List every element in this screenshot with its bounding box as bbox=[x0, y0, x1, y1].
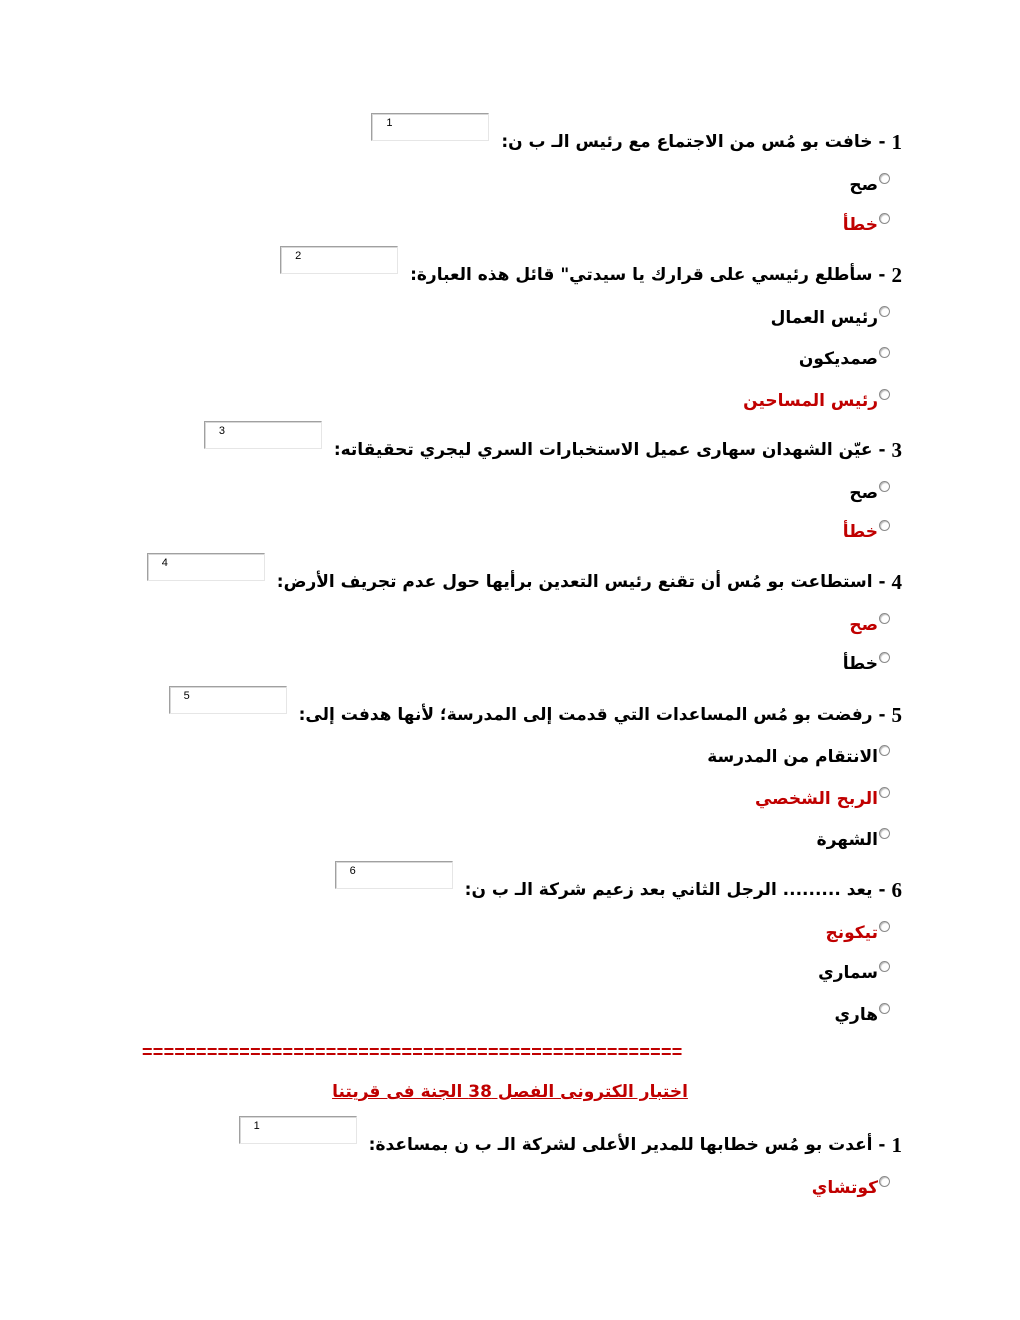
question-number: 5 bbox=[891, 702, 902, 727]
question-6 bbox=[335, 865, 902, 907]
question-5 bbox=[169, 690, 902, 732]
question-3 bbox=[204, 425, 902, 467]
radio-icon[interactable] bbox=[879, 828, 890, 839]
radio-icon[interactable] bbox=[879, 520, 890, 531]
radio-icon[interactable] bbox=[879, 306, 890, 317]
question-text: - أعدت بو مُس خطابها للمدير الأعلى لشركة الـ ب ن بمساعدة: bbox=[368, 1135, 886, 1155]
answer-input[interactable]: 2 bbox=[280, 246, 398, 274]
option-row[interactable] bbox=[849, 610, 890, 640]
option-row[interactable] bbox=[849, 170, 890, 200]
option-label: الانتقام من المدرسة bbox=[707, 747, 878, 767]
question-text: - يعد ......... الرجل الثاني بعد زعيم شركة الـ ب ن: bbox=[464, 880, 886, 900]
option-row[interactable] bbox=[817, 825, 890, 855]
question-text: - عيّن الشهدان سهارى عميل الاستخبارات السري ليجري تحقيقاته: bbox=[333, 440, 886, 460]
answer-input[interactable]: 3 bbox=[204, 421, 322, 449]
option-row[interactable] bbox=[799, 344, 890, 374]
radio-icon[interactable] bbox=[879, 961, 890, 972]
option-label: سماري bbox=[818, 963, 878, 983]
option-label: خطأ bbox=[842, 654, 878, 674]
question-text: - سأطلع رئيسي على قرارك يا سيدتي" قائل هذه العبارة: bbox=[410, 265, 886, 285]
option-label: خطأ bbox=[842, 215, 878, 235]
radio-icon[interactable] bbox=[879, 1176, 890, 1187]
option-row[interactable] bbox=[818, 958, 890, 988]
answer-input[interactable]: 1 bbox=[239, 1116, 357, 1144]
option-row[interactable] bbox=[825, 918, 890, 948]
answer-input[interactable]: 6 bbox=[335, 861, 453, 889]
separator-line: ================================================== bbox=[142, 1042, 683, 1062]
option-row[interactable] bbox=[707, 742, 890, 772]
option-row[interactable] bbox=[843, 517, 890, 547]
question-number: 1 bbox=[891, 1132, 902, 1157]
question-number: 4 bbox=[891, 569, 902, 594]
question-number: 1 bbox=[891, 129, 902, 154]
question-number: 2 bbox=[891, 262, 902, 287]
option-label: صمديكون bbox=[798, 349, 878, 369]
option-row[interactable] bbox=[834, 1000, 890, 1030]
radio-icon[interactable] bbox=[879, 1003, 890, 1014]
question-4 bbox=[147, 557, 902, 599]
question-2 bbox=[280, 250, 902, 292]
radio-icon[interactable] bbox=[879, 389, 890, 400]
question-text: - رفضت بو مُس المساعدات التي قدمت إلى المدرسة؛ لأنها هدفت إلى: bbox=[298, 705, 886, 725]
option-label: خطأ bbox=[842, 522, 878, 542]
question-text: - خافت بو مُس من الاجتماع مع رئيس الـ ب ن: bbox=[501, 132, 886, 152]
option-row[interactable] bbox=[843, 210, 890, 240]
question-number: 3 bbox=[891, 437, 902, 462]
option-label: رئيس العمال bbox=[770, 308, 878, 328]
radio-icon[interactable] bbox=[879, 613, 890, 624]
answer-input[interactable]: 5 bbox=[169, 686, 287, 714]
radio-icon[interactable] bbox=[879, 652, 890, 663]
option-row[interactable] bbox=[849, 478, 890, 508]
option-label: صح bbox=[849, 175, 878, 195]
option-row[interactable] bbox=[843, 649, 890, 679]
option-row[interactable] bbox=[771, 303, 890, 333]
section2-question-1 bbox=[239, 1120, 902, 1162]
question-text: - استطاعت بو مُس أن تقنع رئيس التعدين برأيها حول عدم تجريف الأرض: bbox=[276, 572, 886, 592]
option-label: كوتشاي bbox=[811, 1178, 878, 1198]
section-title-text: اختبار الكترونى الفصل 38 الجنة فى قريتنا bbox=[332, 1082, 688, 1102]
radio-icon[interactable] bbox=[879, 921, 890, 932]
question-1 bbox=[371, 117, 902, 159]
radio-icon[interactable] bbox=[879, 787, 890, 798]
option-row[interactable] bbox=[812, 1173, 890, 1203]
section-title bbox=[0, 1082, 1020, 1102]
answer-input[interactable]: 4 bbox=[147, 553, 265, 581]
option-label: صح bbox=[849, 483, 878, 503]
option-label: رئيس المساحين bbox=[743, 391, 878, 411]
option-label: صح bbox=[849, 615, 878, 635]
question-number: 6 bbox=[891, 877, 902, 902]
option-row[interactable] bbox=[743, 386, 890, 416]
option-row[interactable] bbox=[755, 784, 890, 814]
answer-input[interactable]: 1 bbox=[371, 113, 489, 141]
option-label: تيكونج bbox=[825, 923, 878, 943]
radio-icon[interactable] bbox=[879, 347, 890, 358]
radio-icon[interactable] bbox=[879, 481, 890, 492]
radio-icon[interactable] bbox=[879, 213, 890, 224]
radio-icon[interactable] bbox=[879, 745, 890, 756]
radio-icon[interactable] bbox=[879, 173, 890, 184]
option-label: هاري bbox=[834, 1005, 878, 1025]
option-label: الربح الشخصي bbox=[754, 789, 878, 809]
option-label: الشهرة bbox=[816, 830, 878, 850]
